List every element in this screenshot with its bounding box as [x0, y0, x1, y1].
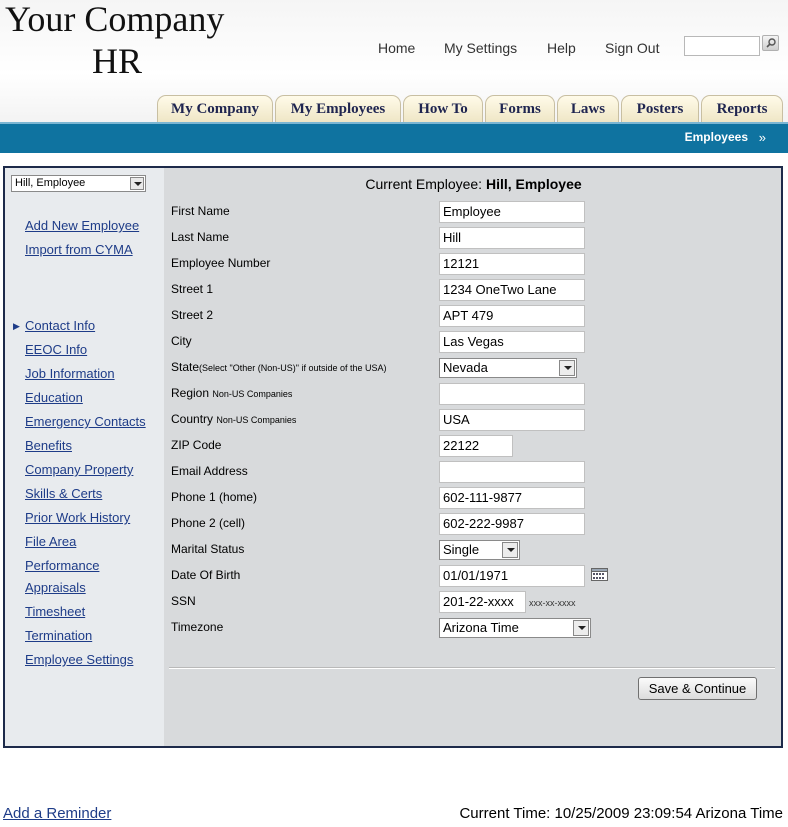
employee-select-value: Hill, Employee [15, 177, 86, 189]
region-label-note: Non-US Companies [212, 389, 293, 399]
sidebar-item-eeoc-info[interactable]: EEOC Info [25, 342, 88, 357]
sidebar-item-company-property[interactable]: Company Property [25, 462, 134, 477]
header [0, 0, 788, 122]
region-label [171, 386, 292, 400]
tab-how-to[interactable]: How To [403, 95, 483, 122]
sidebar-item-job-information[interactable]: Job Information [25, 366, 115, 381]
dob-field[interactable]: 01/01/1971 [439, 565, 585, 587]
home-link[interactable]: Home [378, 40, 416, 56]
add-reminder-link[interactable]: Add a Reminder [3, 805, 112, 822]
sidebar-item-employee-settings[interactable]: Employee Settings [25, 652, 134, 667]
ssn-format-hint: xxx-xx-xxxx [529, 598, 576, 608]
active-arrow-icon: ▶ [13, 321, 20, 331]
tab-my-company[interactable]: My Company [157, 95, 273, 122]
first-name-field[interactable]: Employee [439, 201, 585, 223]
chevron-down-icon [559, 360, 575, 376]
navbar-arrow-icon: » [758, 130, 766, 145]
phone2-field[interactable]: 602-222-9987 [439, 513, 585, 535]
zip-field[interactable]: 22122 [439, 435, 513, 457]
state-select[interactable] [439, 358, 577, 378]
chevron-down-icon [502, 542, 518, 558]
country-label-note: Non-US Companies [216, 415, 297, 425]
sub-navbar [0, 122, 788, 153]
zip-label: ZIP Code [171, 438, 222, 452]
my-settings-link[interactable]: My Settings [444, 40, 518, 56]
dob-label: Date Of Birth [171, 568, 241, 582]
help-link[interactable]: Help [547, 40, 576, 56]
sidebar-item-timesheet[interactable]: Timesheet [25, 604, 86, 619]
navbar-employees-link[interactable]: Employees [684, 130, 748, 144]
country-label [171, 412, 296, 426]
sidebar-item-contact-info[interactable]: Contact Info [25, 318, 96, 333]
search-icon [766, 38, 776, 48]
last-name-label: Last Name [171, 230, 230, 244]
phone1-field[interactable]: 602-111-9877 [439, 487, 585, 509]
street2-label: Street 2 [171, 308, 214, 322]
current-time-text: Current Time: 10/25/2009 23:09:54 Arizona Time [459, 805, 783, 822]
form-divider [169, 667, 775, 669]
main-panel [3, 166, 783, 748]
employee-number-label: Employee Number [171, 256, 271, 270]
city-field[interactable]: Las Vegas [439, 331, 585, 353]
ssn-label: SSN [171, 594, 196, 608]
calendar-icon[interactable] [591, 568, 608, 581]
chevron-down-icon [573, 620, 589, 636]
search-button[interactable] [762, 35, 779, 51]
marital-status-select[interactable] [439, 540, 520, 560]
sidebar-item-file-area[interactable]: File Area [25, 534, 77, 549]
logo-text-line2: HR [92, 41, 143, 81]
state-select-value: Nevada [443, 360, 488, 375]
state-label-note: (Select "Other (Non-US)" if outside of the USA) [199, 363, 387, 373]
current-employee-name: Hill, Employee [485, 176, 582, 192]
current-employee-heading [164, 176, 783, 192]
region-label-text: Region [171, 386, 210, 400]
sidebar-item-education[interactable]: Education [25, 390, 83, 405]
city-label: City [171, 334, 192, 348]
sidebar-item-prior-work-history[interactable]: Prior Work History [25, 510, 131, 525]
logo-text-line1: Your Company [5, 0, 225, 39]
sidebar-item-benefits[interactable]: Benefits [25, 438, 72, 453]
first-name-label: First Name [171, 204, 230, 218]
sign-out-link[interactable]: Sign Out [605, 40, 660, 56]
last-name-field[interactable]: Hill [439, 227, 585, 249]
tab-my-employees[interactable]: My Employees [275, 95, 401, 122]
employee-select[interactable] [11, 175, 146, 192]
save-continue-button[interactable]: Save & Continue [638, 677, 757, 700]
marital-status-value: Single [443, 542, 480, 557]
timezone-select-value: Arizona Time [443, 620, 519, 635]
sidebar-item-emergency-contacts[interactable]: Emergency Contacts [25, 414, 146, 429]
state-label [171, 360, 387, 374]
timezone-select[interactable] [439, 618, 591, 638]
current-employee-label: Current Employee: [365, 176, 483, 192]
state-label-text: State [171, 360, 200, 374]
import-from-cyma-link[interactable]: Import from CYMA [25, 242, 133, 257]
street2-field[interactable]: APT 479 [439, 305, 585, 327]
street1-field[interactable]: 1234 OneTwo Lane [439, 279, 585, 301]
tab-laws[interactable]: Laws [557, 95, 619, 122]
employee-number-field[interactable]: 12121 [439, 253, 585, 275]
employee-form [164, 168, 783, 746]
street1-label: Street 1 [171, 282, 214, 296]
sidebar-item-skills-certs[interactable]: Skills & Certs [25, 486, 103, 501]
ssn-field[interactable]: 201-22-xxxx [439, 591, 526, 613]
email-label: Email Address [171, 464, 248, 478]
phone1-label: Phone 1 (home) [171, 490, 258, 504]
sidebar-item-appraisals[interactable]: Appraisals [25, 580, 86, 595]
search-input[interactable] [684, 36, 760, 56]
sidebar-item-termination[interactable]: Termination [25, 628, 93, 643]
marital-status-label: Marital Status [171, 542, 245, 556]
country-field[interactable]: USA [439, 409, 585, 431]
tab-forms[interactable]: Forms [485, 95, 555, 122]
phone2-label: Phone 2 (cell) [171, 516, 246, 530]
country-label-text: Country [171, 412, 214, 426]
region-field[interactable] [439, 383, 585, 405]
email-field[interactable] [439, 461, 585, 483]
chevron-down-icon [130, 177, 144, 190]
timezone-label: Timezone [171, 620, 224, 634]
sidebar-item-performance[interactable]: Performance [25, 558, 100, 573]
sidebar [5, 168, 164, 746]
tab-reports[interactable]: Reports [701, 95, 783, 122]
tab-posters[interactable]: Posters [621, 95, 699, 122]
add-new-employee-link[interactable]: Add New Employee [25, 218, 140, 233]
